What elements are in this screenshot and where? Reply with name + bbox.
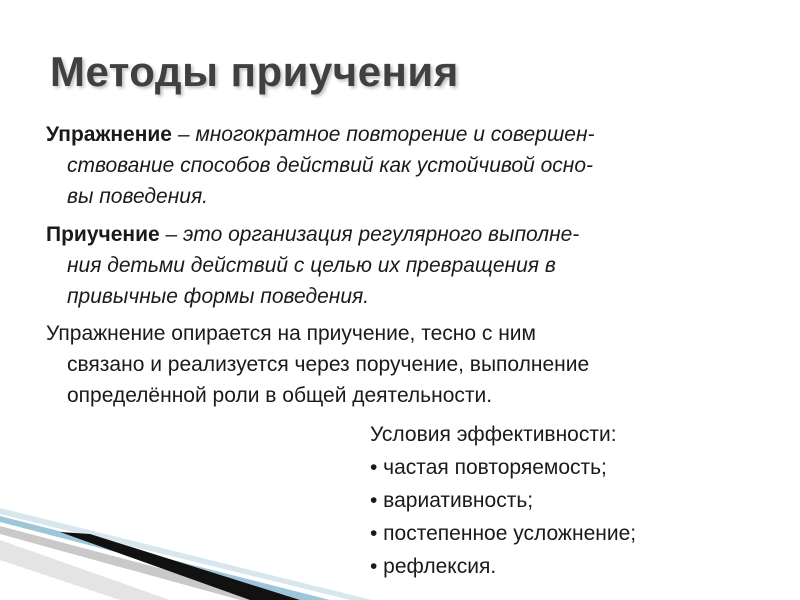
definition-line: ния детьми действий с целью их превращения в <box>67 254 556 277</box>
list-item: • постепенное усложнение; <box>370 522 637 545</box>
list-item: • рефлексия. <box>370 555 497 578</box>
conditions-heading: Условия эффективности: <box>370 423 617 446</box>
effectiveness-conditions <box>370 418 636 583</box>
definition-text: – многократное повторение и совершен- <box>177 123 595 146</box>
term-exercise: Упражнение <box>46 123 172 146</box>
list-item: • вариативность; <box>370 489 534 512</box>
paragraph-line: Упражнение опирается на приучение, тесно с ним <box>46 322 536 345</box>
definition-line <box>46 219 736 250</box>
definition-line: ствование способов действий как устойчивой осно- <box>67 154 594 177</box>
definition-habituation <box>46 219 736 312</box>
definition-text: – это организация регулярного выполне- <box>165 223 580 246</box>
definition-line: вы поведения. <box>67 185 209 208</box>
relationship-paragraph <box>46 318 736 411</box>
definition-exercise <box>46 119 736 212</box>
paragraph-line: связано и реализуется через поручение, выполнение <box>67 353 590 376</box>
page-title: Методы приучения <box>50 48 459 95</box>
definition-line: привычные формы поведения. <box>67 285 370 308</box>
term-habituation: Приучение <box>46 223 160 246</box>
definition-line <box>46 119 736 150</box>
paragraph-line: определённой роли в общей деятельности. <box>67 384 493 407</box>
list-item: • частая повторяемость; <box>370 456 607 479</box>
stripe-light-blue <box>0 508 372 600</box>
